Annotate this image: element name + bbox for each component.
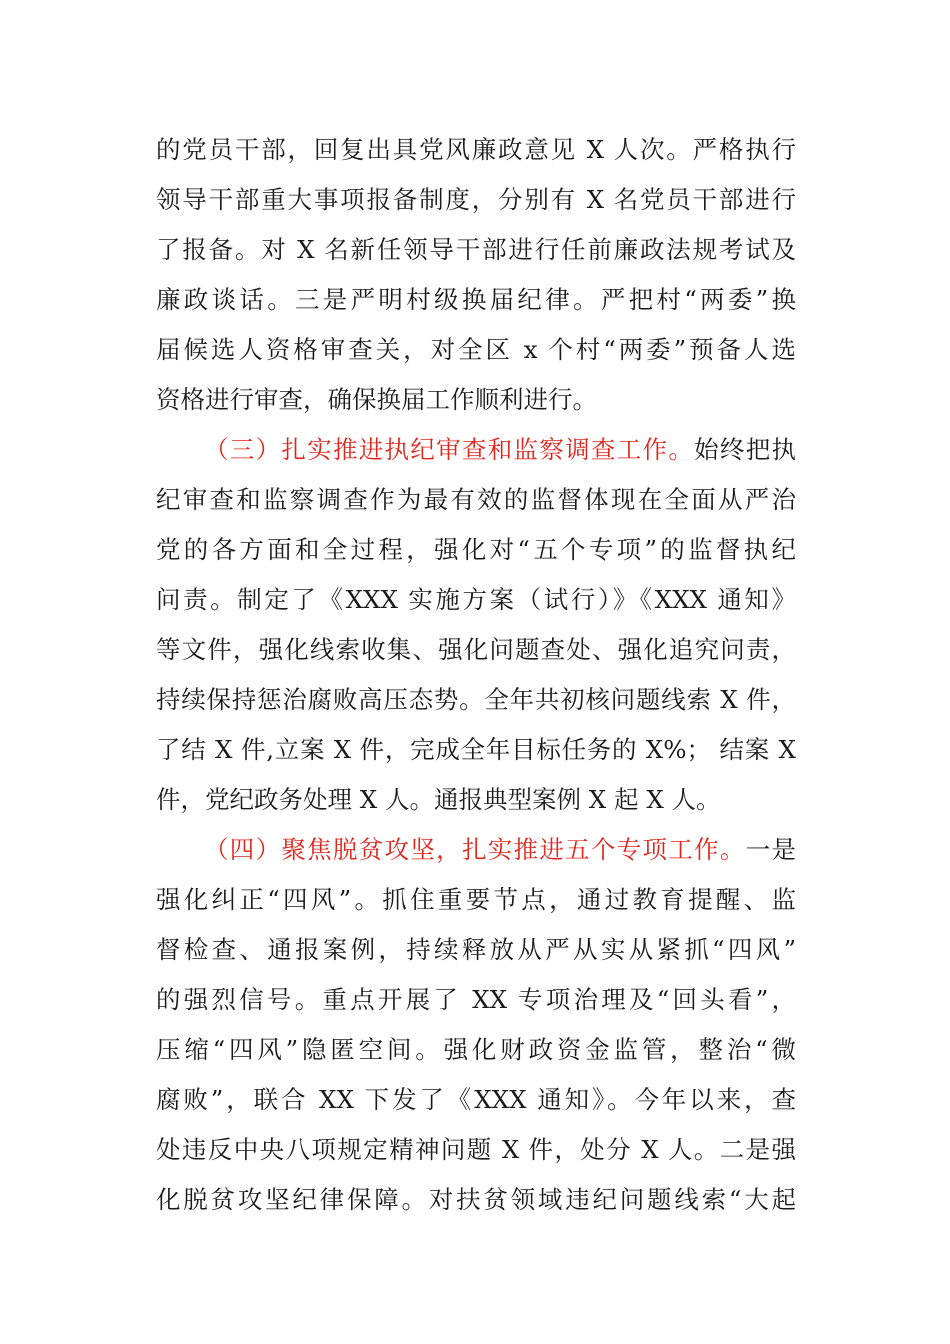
paragraph-line: 强化纠正“四风”。抓住重要节点，通过教育提醒、监 — [156, 885, 796, 914]
paragraph-line: 化脱贫攻坚纪律保障。对扶贫领域违纪问题线索“大起 — [156, 1185, 796, 1214]
section-3-heading: （三）扎实推进执纪审查和监察调查工作。 — [204, 435, 695, 464]
section-3-first-line-text: 始终把执 — [694, 435, 797, 464]
paragraph-line: 压缩“四风”隐匿空间。强化财政资金监管，整治“微 — [156, 1035, 796, 1064]
section-4-first-line-text: 一是 — [745, 835, 796, 864]
section-3-first-line — [204, 430, 796, 470]
paragraph-line: 的强烈信号。重点开展了 XX 专项治理及“回头看”， — [156, 985, 796, 1014]
paragraph-line: 腐败”，联合 XX 下发了《XXX 通知》。今年以来，查 — [156, 1085, 796, 1114]
paragraph-line: 纪审查和监察调查作为最有效的监督体现在全面从严治 — [156, 485, 796, 514]
paragraph-line: 领导干部重大事项报备制度，分别有 X 名党员干部进行 — [156, 185, 796, 214]
paragraph-line: 资格进行审查，确保换届工作顺利进行。 — [156, 385, 597, 414]
paragraph-line: 持续保持惩治腐败高压态势。全年共初核问题线索 X 件， — [156, 685, 796, 714]
paragraph-line: 届候选人资格审查关，对全区 x 个村“两委”预备人选 — [156, 335, 796, 364]
section-4-first-line — [204, 830, 796, 870]
paragraph-line: 件，党纪政务处理 X 人。通报典型案例 X 起 X 人。 — [156, 785, 721, 814]
paragraph-line: 处违反中央八项规定精神问题 X 件，处分 X 人。二是强 — [156, 1135, 796, 1164]
paragraph-line: 等文件，强化线索收集、强化问题查处、强化追究问责， — [156, 635, 796, 664]
paragraph-line: 廉政谈话。三是严明村级换届纪律。严把村“两委”换 — [156, 285, 796, 314]
paragraph-line: 问责。制定了《XXX 实施方案（试行）》《XXX 通知》 — [156, 585, 796, 614]
paragraph-line: 了报备。对 X 名新任领导干部进行任前廉政法规考试及 — [156, 235, 796, 264]
paragraph-line: 了结 X 件,立案 X 件，完成全年目标任务的 X%； 结案 X — [156, 735, 796, 764]
section-4-heading: （四）聚焦脱贫攻坚，扎实推进五个专项工作。 — [204, 835, 746, 864]
paragraph-line: 的党员干部，回复出具党风廉政意见 X 人次。严格执行 — [156, 135, 796, 164]
paragraph-line: 党的各方面和全过程，强化对“五个专项”的监督执纪 — [156, 535, 796, 564]
paragraph-line: 督检查、通报案例，持续释放从严从实从紧抓“四风” — [156, 935, 796, 964]
